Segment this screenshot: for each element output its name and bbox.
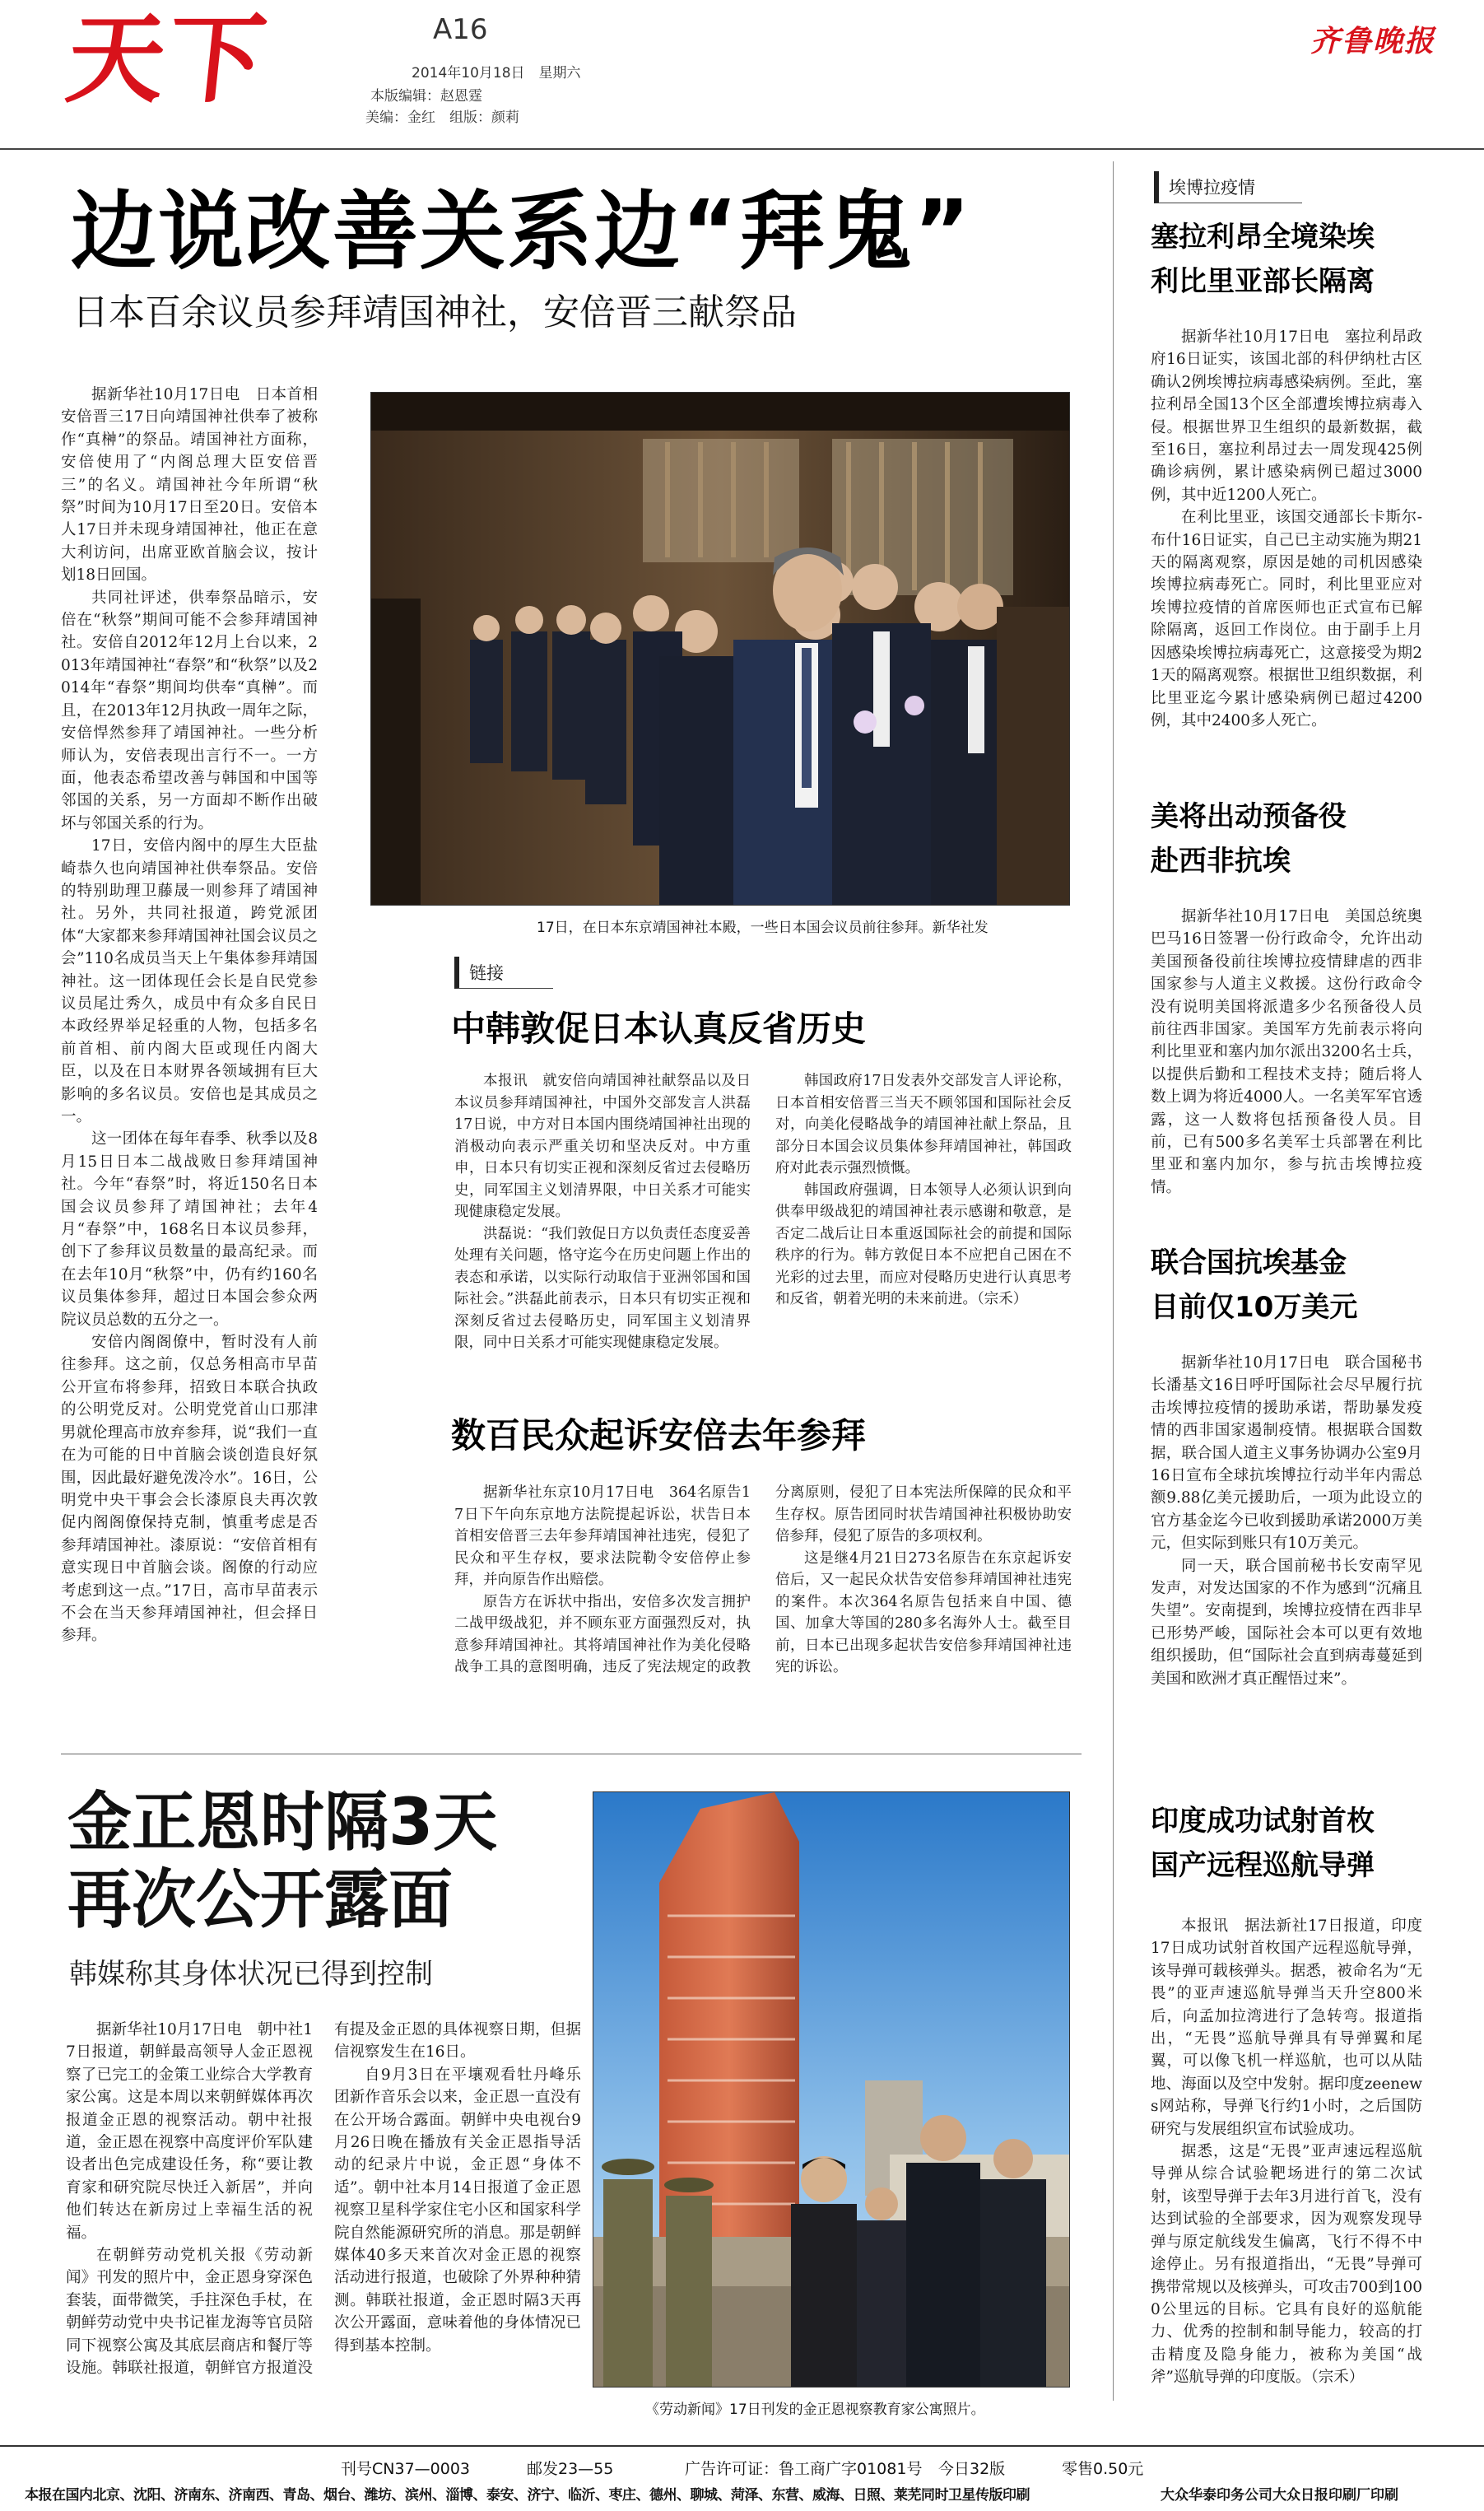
sidebar4-paragraph: 据悉，这是“无畏”亚声速远程巡航导弹从综合试验靶场进行的第二次试射，该型导弹于去年3月进行首飞，没有达到试验的全部要求，因为观察发现导弹与原定航线发生偏离，飞行不得不中途停止。另有报道指出，“无畏”导弹可携带常规以及核弹头，可攻击700到1000公里远的目标。它具有良好的巡航能力、优秀的控制和制导能力，较高的打击精度及隐身能力，被称为美国“战斧”巡航导弹的印度版。（宗禾） [1151,2143,1422,2387]
sidebar-tag: 埃博拉疫情 [1154,171,1302,203]
yasukuni-photo-caption: 17日，在日本东京靖国神社本殿，一些日本国会议员前往参拜。新华社发 [537,920,989,936]
lawsuit-headline: 数百民众起诉安倍去年参拜 [451,1415,867,1456]
section-logo: 天下 [61,2,275,116]
yasukuni-photo-art [371,393,1070,906]
sidebar3-paragraph: 据新华社10月17日电 联合国秘书长潘基文16日呼吁国际社会尽早履行抗击埃博拉疫情的援助承诺，帮助暴发疫情的西非国家遏制疫情。根据联合国数据，联合国人道主义事务协调办公室9月16日宣布全球抗埃博拉行动半年内需总额9.88亿美元援助后，一项为此设立的官方基金迄今已收到援助承诺2000万美元，但实际到账只有10万美元。 [1151,1354,1422,1553]
link2-paragraph: 这是继4月21日273名原告在东京起诉安倍后，又一起民众状告安倍参拜靖国神社违宪的案件。本次364名原告包括来自中国、德国、加拿大等国的280多名海外人士。截至目前，日本已出现多起状告安倍参拜靖国神社违宪的诉讼。 [775,1549,1072,1675]
kim-paragraph: 在朝鲜劳动党机关报《劳动新闻》刊发的照片中，金正恩身穿深色套装，面带微笑，手拄深色手杖，在朝鲜劳动党中央书记崔龙海等官员陪同下视察公寓及其底层商店和餐厅等设施。韩联社报道，朝鲜官方报道没有提及金正恩的具体视察日期，但据信视察发生在16日。 [66,2021,581,2378]
kim-photo-caption: 《劳动新闻》17日刊发的金正恩视察教育家公寓照片。 [645,2402,985,2418]
link1-paragraph: 洪磊说：“我们敦促日方以负责任态度妥善处理有关问题，恪守迄今在历史问题上作出的表态和承诺，以实际行动取信于亚洲邻国和国际社会。”洪磊此前表示，日本只有切实正视和深刻反省过去侵略历史，同军国主义划清界限，同中日关系才可能实现健康稳定发展。 [454,1225,751,1351]
china-korea-headline: 中韩敦促日本认真反省历史 [451,1009,867,1049]
main-paragraph: 安倍内阁阁僚中，暂时没有人前往参拜。这之前，仅总务相高市早苗公开宣布将参拜，招致日本联合执政的公明党反对。公明党党首山口那津男就伦理高市放弃参拜，说“我们一直在为可能的日中首脑会谈创造良好氛围，因此最好避免泼冷水”。16日，公明党中央干事会会长漆原良夫再次敦促内阁阁僚保持克制，慎重考虑是否参拜靖国神社。漆原说：“安倍首相有意实现日中首脑会谈。阁僚的行动应考虑到这一点。”17日，高市早苗表示不会在当天参拜靖国神社，但会择日参拜。 [61,1334,318,1645]
lawsuit-body [454,1482,1072,1729]
link1-paragraph: 韩国政府17日发表外交部发言人评论称，日本首相安倍晋三当天不顾邻国和国际社会反对，向美化侵略战争的靖国神社献上祭品，且部分日本国会议员集体参拜靖国神社，韩国政府对此表示强烈愤慨。 [775,1073,1072,1176]
sidebar-headline-1a: 塞拉利昂全境染埃 [1151,221,1375,254]
design-line: 美编：金红 组版：颜莉 [365,109,519,126]
date-line: 2014年10月18日 星期六 [412,65,581,82]
main-story-body [61,384,318,1740]
sidebar2-paragraph: 据新华社10月17日电 美国总统奥巴马16日签署一份行政命令，允许出动美国预备役前往埃博拉疫情肆虐的西非国家参与人道主义救援。这份行政命令没有说明美国将派遣多少名预备役人员前往西非国家。美国军方先前表示将向利比里亚和塞内加尔派出3200名士兵，以提供后勤和工程技术支持；随后将人数上调为将近4000人。一名美军军官透露，这一人数将包括预备役人员。目前，已有500多名美军士兵部署在利比里亚和塞内加尔，参与抗击埃博拉疫情。 [1151,908,1422,1196]
sidebar-headline-1b: 利比里亚部长隔离 [1151,265,1375,298]
kim-headline-line1: 金正恩时隔3天 [67,1786,498,1860]
kim-headline-line2: 再次公开露面 [67,1863,454,1937]
sidebar-headline-4b: 国产远程巡航导弹 [1151,1849,1375,1882]
kim-story-body [66,2019,581,2414]
sidebar-headline-3a: 联合国抗埃基金 [1151,1246,1347,1279]
link-tag: 链接 [454,957,553,989]
page-number: A16 [433,13,488,46]
link2-paragraph: 原告方在诉状中指出，安倍多次发言拥护二战甲级战犯，并不顾东亚方面强烈反对，执意参拜靖国神社。其将靖国神社作为美化侵略战争工具的意图明确，违反了宪法规定的政教分离原则，侵犯了日本宪法所保障的民众和平生存权。原告团同时状告靖国神社积极协助安倍参拜，侵犯了原告的多项权利。 [454,1484,1072,1675]
footer-ad-license: 广告许可证：鲁工商广字01081号 [685,2460,923,2478]
sidebar1-paragraph: 据新华社10月17日电 塞拉利昂政府16日证实，该国北部的科伊纳杜古区确认2例埃博拉病毒感染病例。至此，塞拉利昂全国13个区全部遭埃博拉病毒入侵。根据世界卫生组织的最新数据，截至16日，塞拉利昂过去一周发现425例确诊病例，累计感染病例已超过3000例，其中近1200人死亡。 [1151,328,1422,504]
footer-print-cities: 本报在国内北京、沈阳、济南东、济南西、青岛、烟台、潍坊、滨州、淄博、泰安、济宁、临沂、枣庄、德州、聊城、菏泽、东营、威海、日照、莱芜同时卫星传版印刷 [25,2487,1030,2504]
link1-paragraph: 本报讯 就安倍向靖国神社献祭品以及日本议员参拜靖国神社，中国外交部发言人洪磊17日说，中方对日本国内围绕靖国神社出现的消极动向表示严重关切和坚决反对。中方重申，日本只有切实正视和深刻反省过去侵略历史，同军国主义划清界限，中日关系才可能实现健康稳定发展。 [454,1073,751,1220]
sidebar4-paragraph: 本报讯 据法新社17日报道，印度17日成功试射首枚国产远程巡航导弹，该导弹可载核弹头。据悉，被命名为“无畏”的亚声速巡航导弹当天升空800米后，向孟加拉湾进行了急转弯。报道指出，“无畏”巡航导弹具有导弹翼和尾翼，可以像飞机一样巡航，也可以从陆地、海面以及空中发射。据印度zeenews网站称，导弹飞行约1小时，之后国防研究与发展组织宣布试验成功。 [1151,1917,1422,2138]
main-paragraph: 据新华社10月17日电 日本首相安倍晋三17日向靖国神社供奉了被称作“真榊”的祭品。靖国神社方面称，安倍使用了“内阁总理大臣安倍晋三”的名义。靖国神社今年所谓“秋祭”时间为10月17日至20日。安倍本人17日并未现身靖国神社，他正在意大利访问，出席亚欧首脑会议，按计划18日回国。 [61,386,318,585]
sidebar-body-2 [1151,906,1422,1227]
footer-pages: 今日32版 [938,2460,1006,2478]
yasukuni-photo [370,392,1070,906]
main-paragraph: 17日，安倍内阁中的厚生大臣盐崎恭久也向靖国神社供奉祭品。安倍的特别助理卫藤晟一则参拜了靖国神社。另外，共同社报道，跨党派团体“大家都来参拜靖国神社国会议员之会”110名成员当天上午集体参拜靖国神社。这一团体现任会长是自民党参议员尾辻秀久，成员中有众多自民日本政经界举足轻重的人物，包括多名前首相、前内阁大臣或现任内阁大臣，以及在日本财界各领域拥有巨大影响的多名议员。安倍也是其成员之一。 [61,837,318,1125]
kim-paragraph: 据新华社10月17日电 朝中社17日报道，朝鲜最高领导人金正恩视察了已完工的金策工业综合大学教育家公寓。这是本周以来朝鲜媒体再次报道金正恩的视察活动。朝中社报道，金正恩在视察中高度评价军队建设者出色完成建设任务，称“要让教育家和研究院尽快迁入新居”，并向他们转达在新房过上幸福生活的祝福。 [66,2021,313,2242]
footer-divider [0,2445,1484,2447]
main-paragraph: 这一团体在每年春季、秋季以及8月15日日本二战战败日参拜靖国神社。今年“春祭”时，将近150名日本国会议员参拜了靖国神社；去年4月“春祭”中，168名日本议员参拜，创下了参拜议员数量的最高纪录。而在去年10月“秋祭”中，仍有约160名议员集体参拜，超过日本国会参众两院议员总数的五分之一。 [61,1130,318,1329]
sidebar-body-3 [1151,1352,1422,1731]
sidebar3-paragraph: 同一天，联合国前秘书长安南罕见发声，对发达国家的不作为感到“沉痛且失望”。安南提到，埃博拉疫情在西非早已形势严峻，国际社会本可以更有效地组织援助，但“国际社会直到病毒蔓延到美国和欧洲才真正醒悟过来”。 [1151,1557,1422,1688]
main-headline: 边说改善关系边“拜鬼” [71,181,972,282]
footer-issn: 刊号CN37—0003 [341,2460,471,2478]
sidebar-headline-2b: 赴西非抗埃 [1151,845,1291,878]
sidebar-headline-4a: 印度成功试射首枚 [1151,1805,1375,1838]
kim-photo [593,1791,1070,2388]
main-paragraph: 共同社评述，供奉祭品暗示，安倍在“秋祭”期间可能不会参拜靖国神社。安倍自2012年12月上台以来，2013年靖国神社“春祭”和“秋祭”以及2014年“春祭”期间均供奉“真榊”。而且，在2013年12月执政一周年之际，安倍悍然参拜了靖国神社。一些分析师认为，安倍表现出言行不一。一方面，他表态希望改善与韩国和中国等邻国的关系，另一方面却不断作出破坏与邻国关系的行为。 [61,589,318,832]
kim-subheadline: 韩媒称其身体状况已得到控制 [69,1958,433,1991]
kim-photo-art [593,1792,1070,2388]
china-korea-body [454,1070,1072,1408]
sidebar-body-4 [1151,1915,1422,2417]
newspaper-logo: 齐鲁晚报 [1310,24,1436,58]
sidebar-headline-2a: 美将出动预备役 [1151,800,1347,833]
link1-paragraph: 韩国政府强调，日本领导人必须认识到向供奉甲级战犯的靖国神社表示感谢和敬意，是否定二战后让日本重返国际社会的前提和国际秩序的行为。韩方敦促日本不应把自己困在不光彩的过去里，而应对侵略历史进行认真思考和反省，朝着光明的未来前进。（宗禾） [775,1181,1072,1307]
sidebar-body-1 [1151,326,1422,757]
kim-paragraph: 自9月3日在平壤观看牡丹峰乐团新作音乐会以来，金正恩一直没有在公开场合露面。朝鲜中央电视台9月26日晚在播放有关金正恩指导活动的纪录片中说，金正恩“身体不适”。朝中社本月14日报道了金正恩视察卫星科学家住宅小区和国家科学院自然能源研究所的消息。那是朝鲜媒体40多天来首次对金正恩的视察活动进行报道，也破除了外界种种猜测。韩联社报道，金正恩时隔3天再次公开露面，意味着他的身体情况已得到基本控制。 [334,2066,581,2355]
masthead-divider [0,148,1484,150]
footer-printer: 大众华泰印务公司大众日报印刷厂印刷 [1161,2487,1398,2504]
sidebar1-paragraph: 在利比里亚，该国交通部长卡斯尔-布什16日证实，自己已主动实施为期21天的隔离观察，原因是她的司机因感染埃博拉病毒死亡。同时，利比里亚应对埃博拉疫情的首席医师也正式宣布已解除隔离，返回工作岗位。由于副手上月因感染埃博拉病毒死亡，这意接受为期21天的隔离观察。根据世卫组织数据，利比里亚迄今累计感染病例已超过4200例，其中2400多人死亡。 [1151,509,1422,729]
sidebar-divider [1113,161,1114,2401]
main-subheadline: 日本百余议员参拜靖国神社，安倍晋三献祭品 [72,291,797,333]
link2-paragraph: 据新华社东京10月17日电 364名原告17日下午向东京地方法院提起诉讼，状告日本首相安倍晋三去年参拜靖国神社违宪，侵犯了民众和平生存权，要求法院勒令安倍停止参拜，并向原告作出赔偿。 [454,1484,751,1588]
sidebar-headline-3b: 目前仅10万美元 [1151,1291,1358,1324]
footer-postal: 邮发23—55 [527,2460,614,2478]
footer-price: 零售0.50元 [1062,2460,1144,2478]
editor-line: 本版编辑：赵恩霆 [370,88,482,105]
